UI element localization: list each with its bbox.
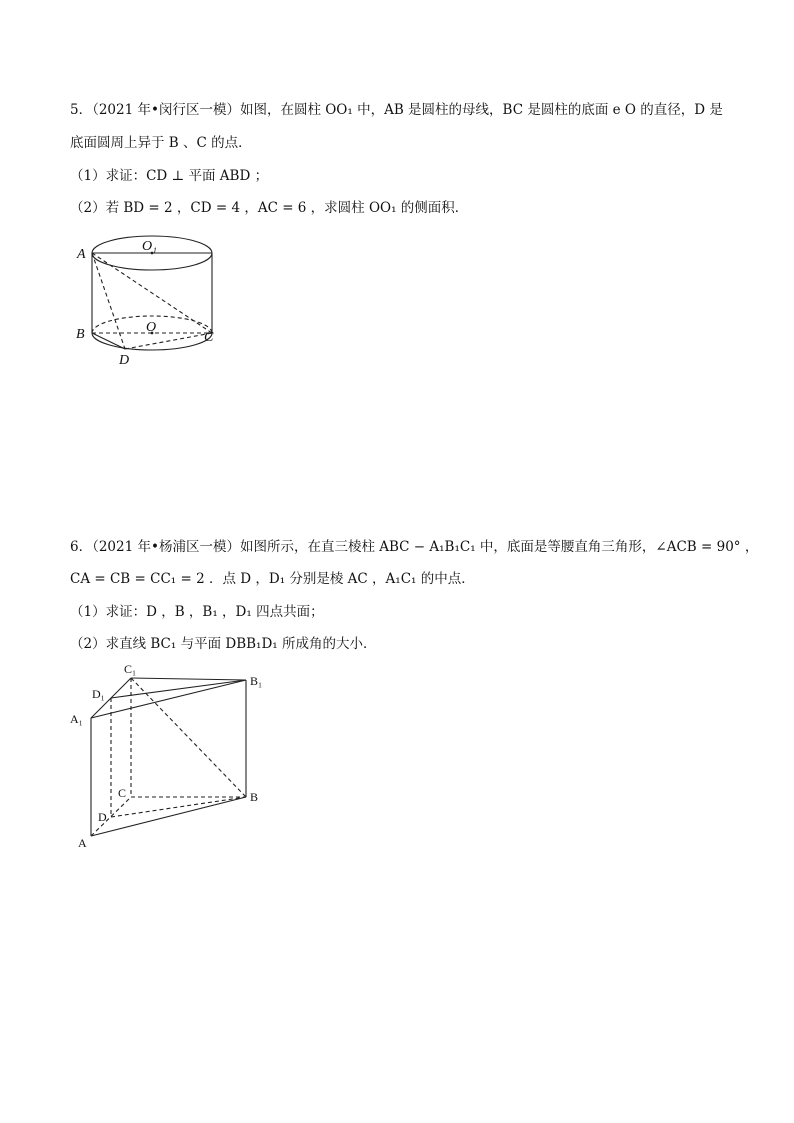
problem5-statement-line1: 5．（2021 年•闵行区一模）如图，在圆柱 OO₁ 中，AB 是圆柱的母线，BC 是圆柱的底面 e O 的直径，D 是 (70, 102, 723, 118)
cylinder-figure (70, 230, 230, 370)
problem6-statement-line1: 6．（2021 年•杨浦区一模）如图所示，在直三棱柱 ABC − A₁B₁C₁ 中，底面是等腰直角三角形，∠ACB = 90° ， (70, 539, 759, 555)
label-C: C (204, 330, 214, 345)
label-B1: B₁ (250, 674, 263, 688)
edge-A1B1 (91, 680, 246, 718)
label-O1: O₁ (142, 239, 157, 254)
prism-figure (66, 660, 276, 855)
label-A: A (77, 247, 86, 262)
label-B: B (250, 790, 259, 804)
segment-BC1 (131, 678, 246, 797)
label-D: D (119, 353, 130, 368)
problem6-part2: （2）求直线 BC₁ 与平面 DBB₁D₁ 所成角的大小． (70, 636, 377, 652)
label-A1: A₁ (70, 712, 83, 726)
problem5-part2: （2）若 BD = 2 ，CD = 4 ，AC = 6 ，求圆柱 OO₁ 的侧面积． (70, 200, 469, 216)
label-C1: C₁ (124, 662, 137, 676)
segment-DC (125, 333, 212, 349)
label-D1: D₁ (92, 687, 105, 701)
edge-C1B1 (131, 678, 246, 680)
problem6-part1: （1）求证：D ，B ，B₁ ，D₁ 四点共面； (70, 604, 324, 620)
label-D: D (98, 810, 107, 824)
problem5-part1: （1）求证：CD ⊥ 平面 ABD ； (70, 168, 269, 184)
label-C: C (118, 786, 127, 800)
label-O: O (146, 320, 157, 335)
problem5-statement-line2: 底面圆周上异于 B 、C 的点． (70, 135, 252, 151)
problem6-statement-line2: CA = CB = CC₁ = 2 ．点 D ，D₁ 分别是棱 AC ，A₁C₁ 的中点． (70, 571, 475, 587)
label-A: A (78, 836, 87, 850)
label-B: B (76, 327, 85, 342)
